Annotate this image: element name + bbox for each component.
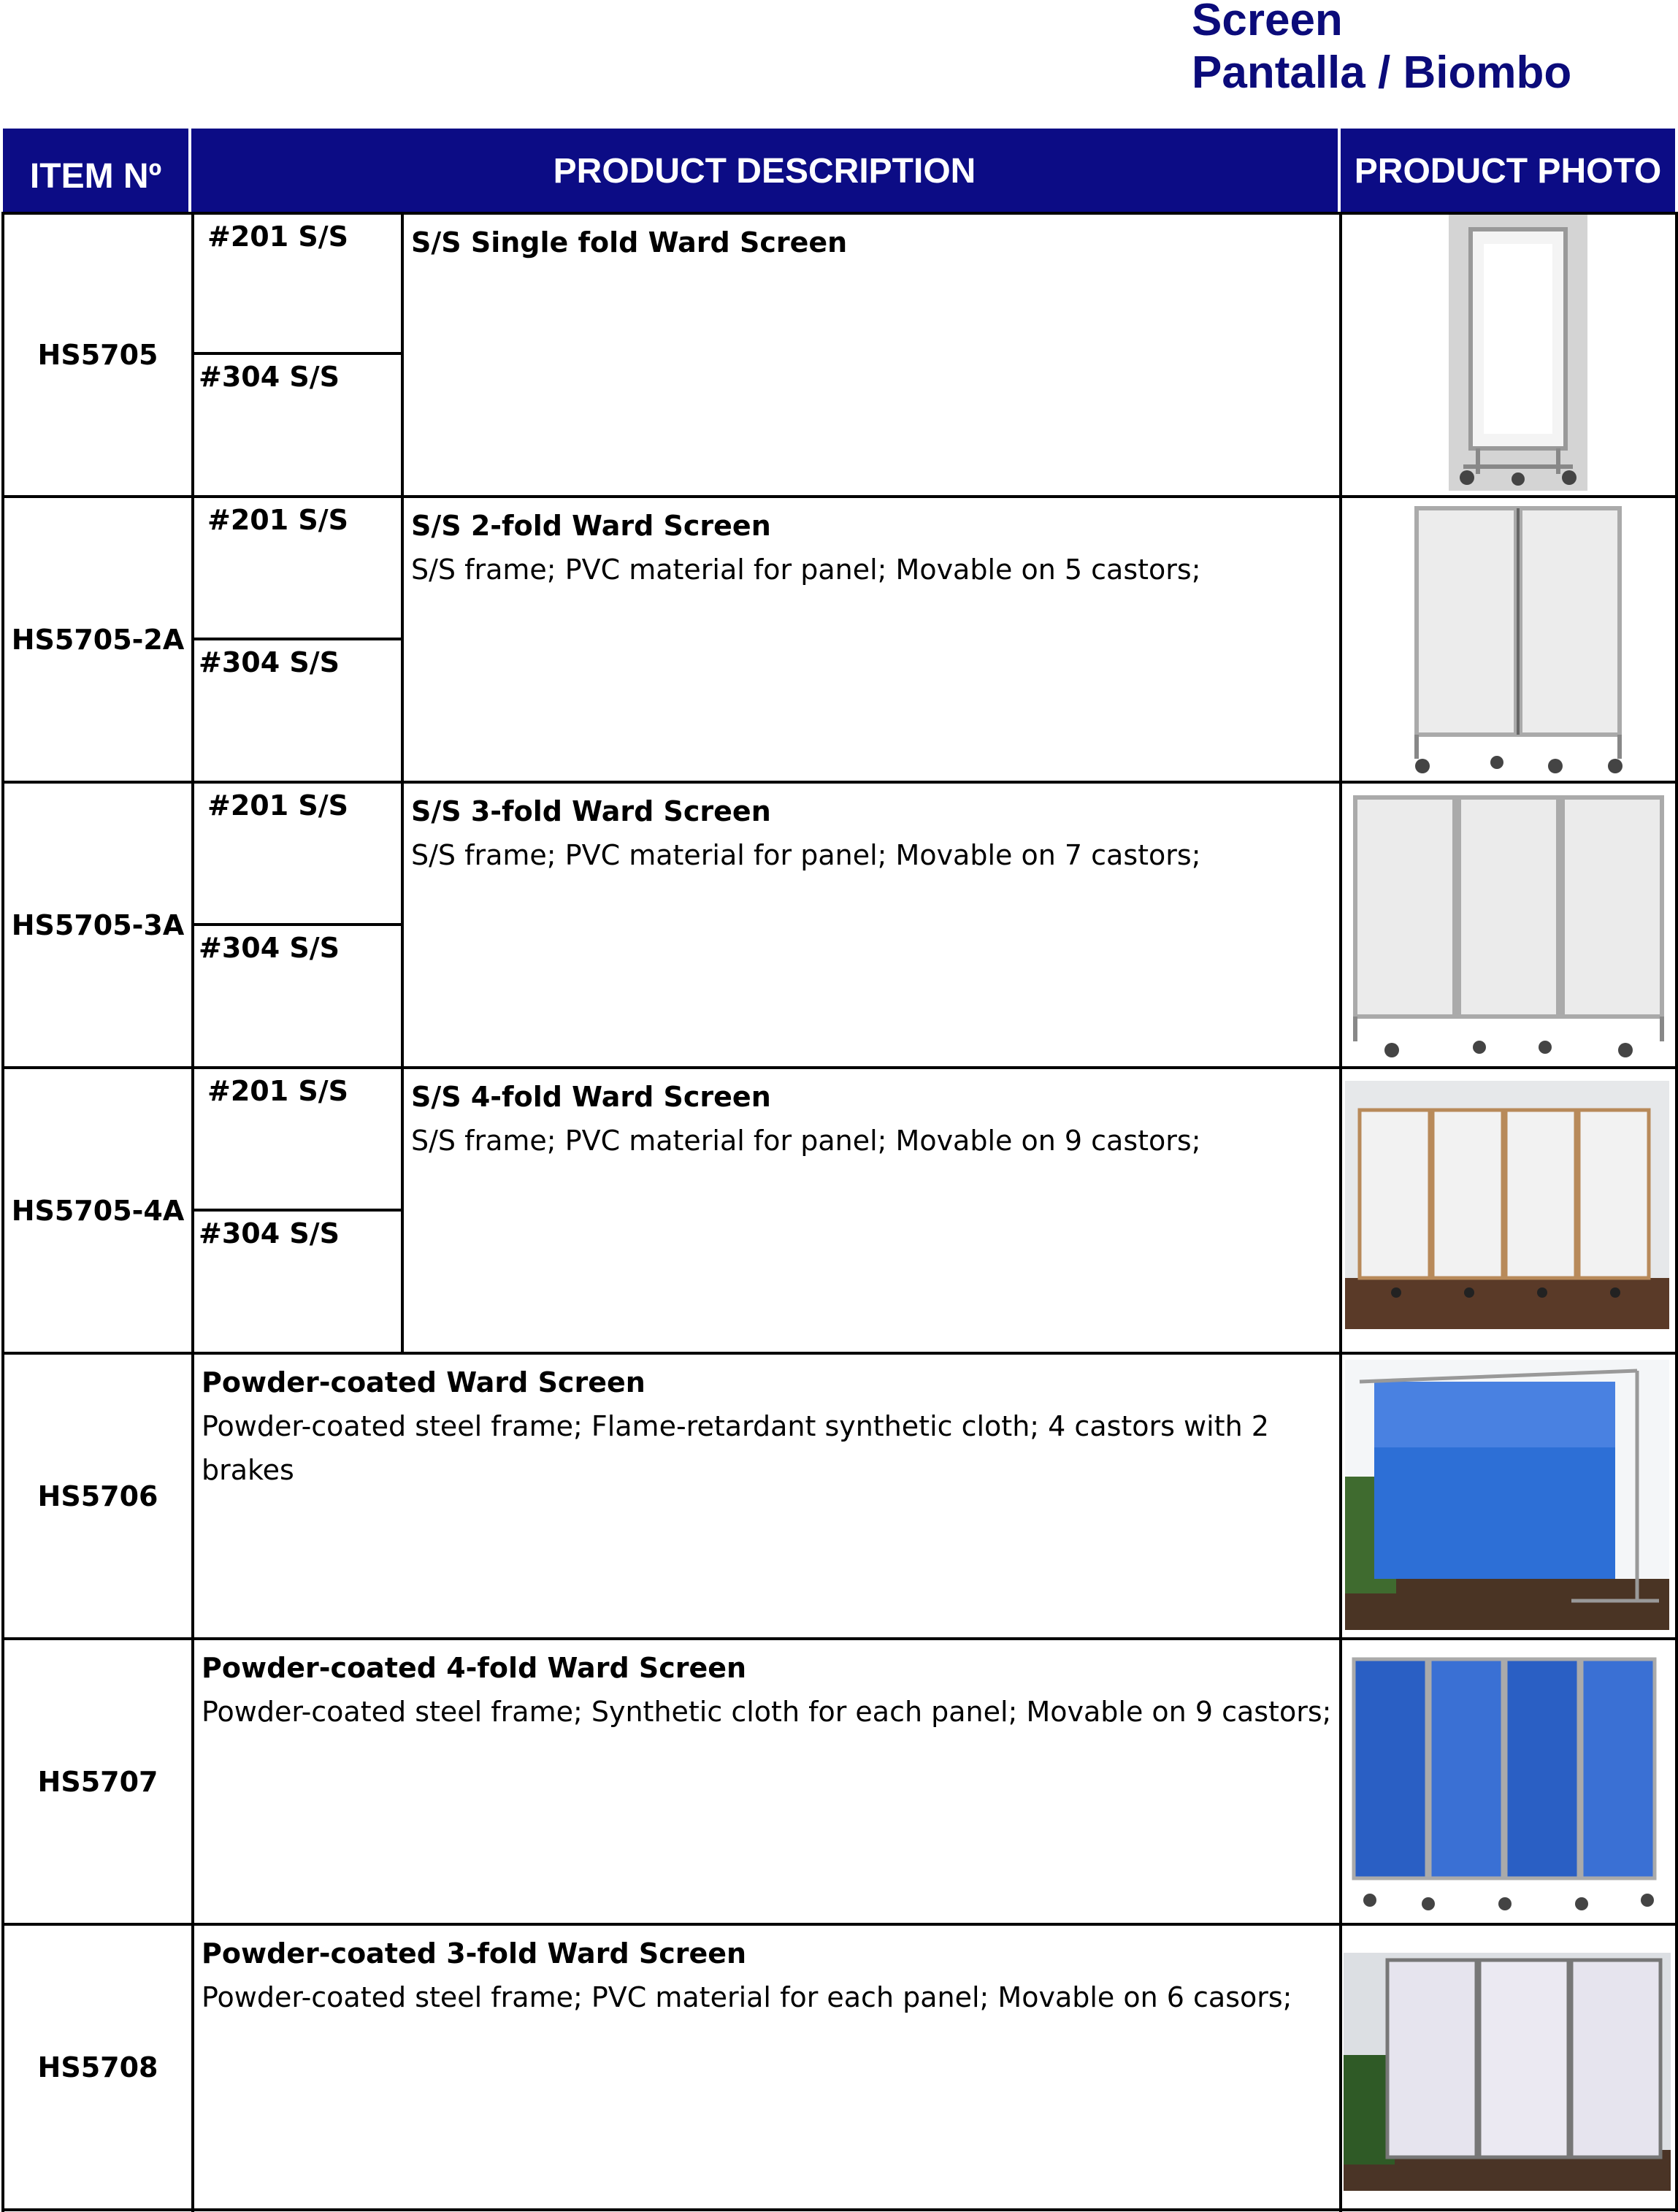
four-fold-ward-screen-photo [1345,1081,1669,1329]
product-title: Powder-coated 3-fold Ward Screen [202,1937,747,1970]
header-product-description: PRODUCT DESCRIPTION [191,129,1341,213]
grade-304: #304 S/S [199,361,340,393]
powder-coated-ward-screen-photo [1345,1360,1669,1630]
grade-201: #201 S/S [207,789,349,822]
powder-coated-4-fold-screen-photo [1348,1645,1669,1919]
grade-304: #304 S/S [199,646,340,678]
grade-201: #201 S/S [207,221,349,253]
title-line-en: Screen [1192,0,1343,45]
powder-coated-3-fold-screen-photo [1344,1953,1671,2191]
item-code: HS5706 [37,1480,158,1512]
two-fold-ward-screen-photo [1409,500,1628,777]
three-fold-ward-screen-photo [1348,786,1669,1063]
item-code: HS5708 [37,2051,158,2083]
product-detail: S/S frame; PVC material for panel; Movable on 9 castors; [411,1125,1201,1157]
grade-201: #201 S/S [207,1075,349,1107]
product-description [404,784,1339,1066]
product-title: Powder-coated Ward Screen [202,1366,645,1398]
product-description [404,498,1339,781]
product-description [194,1926,1339,2208]
item-code: HS5705-3A [11,908,185,941]
item-code: HS5707 [37,1765,158,1798]
header-item-no: ITEM Nº [3,129,191,213]
product-detail: S/S frame; PVC material for panel; Movable on 7 castors; [411,839,1201,871]
product-title: S/S 2-fold Ward Screen [411,510,771,542]
product-detail: Powder-coated steel frame; PVC material for each panel; Movable on 6 casors; [202,1981,1292,2013]
header-product-photo: PRODUCT PHOTO [1341,129,1675,213]
product-description [404,215,1339,495]
product-description [194,1640,1339,1923]
grade-201: #201 S/S [207,504,349,536]
product-title: S/S Single fold Ward Screen [411,226,848,259]
product-title: S/S 4-fold Ward Screen [411,1081,771,1113]
product-title: S/S 3-fold Ward Screen [411,795,771,827]
item-code: HS5705-4A [11,1194,185,1227]
product-title: Powder-coated 4-fold Ward Screen [202,1652,747,1684]
item-code: HS5705-2A [11,623,185,656]
item-code: HS5705 [37,339,158,371]
grade-304: #304 S/S [199,1217,340,1249]
product-description [194,1355,1339,1637]
product-description [404,1069,1339,1352]
grade-304: #304 S/S [199,932,340,964]
product-detail: S/S frame; PVC material for panel; Movable on 5 castors; [411,554,1201,586]
single-fold-ward-screen-photo [1449,215,1587,491]
product-detail: Powder-coated steel frame; Synthetic cloth for each panel; Movable on 9 castors; [202,1696,1332,1728]
page-title [1192,0,1571,99]
product-detail: Powder-coated steel frame; Flame-retardant synthetic cloth; 4 castors with 2 brakes [202,1410,1269,1486]
title-line-es: Pantalla / Biombo [1192,47,1572,98]
